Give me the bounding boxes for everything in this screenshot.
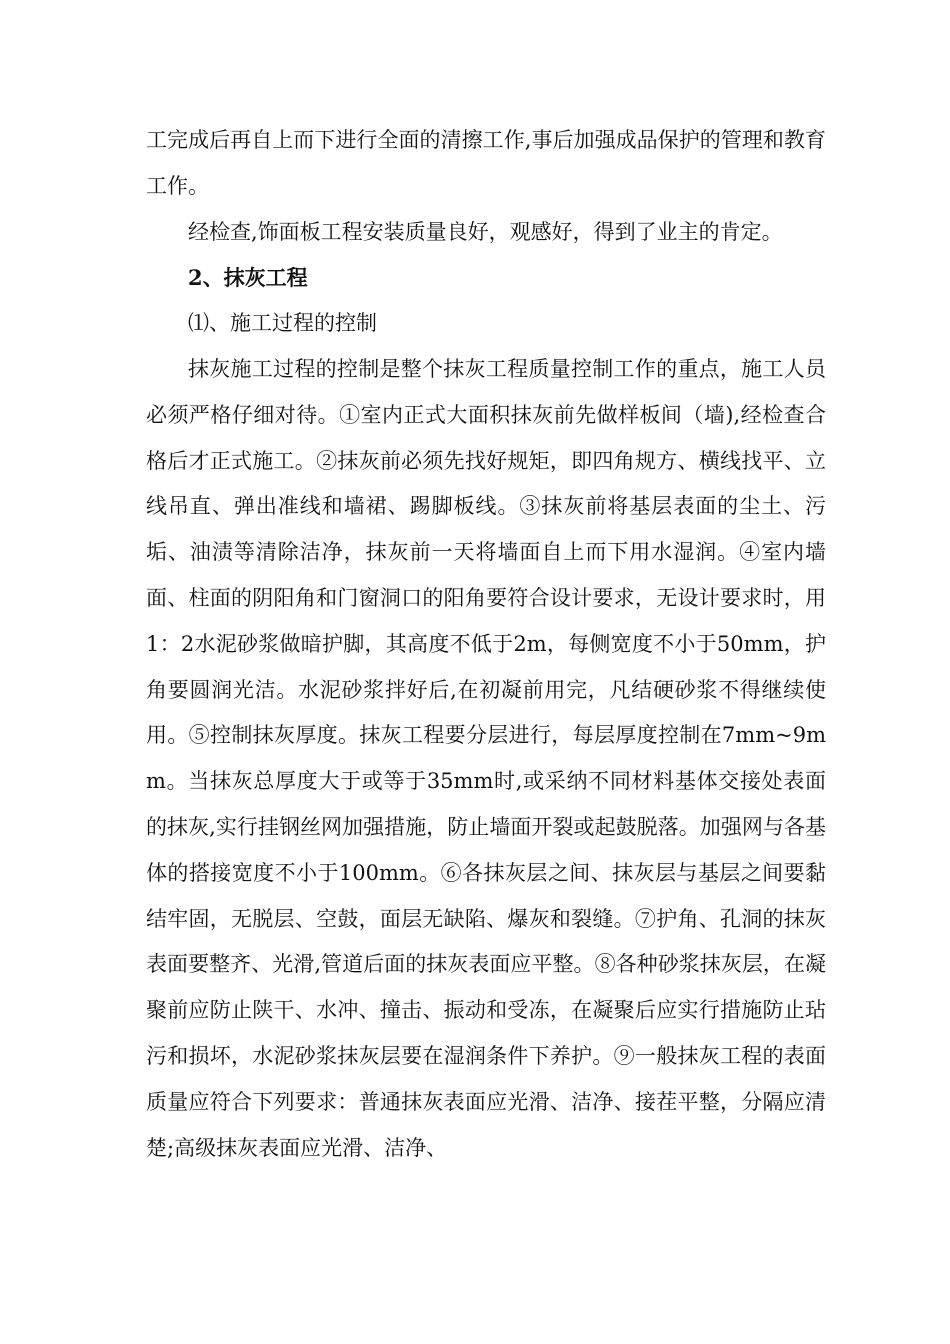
document-body	[146, 118, 826, 1171]
paragraph-continuation: 工完成后再自上而下进行全面的清擦工作,事后加强成品保护的管理和教育工作。	[146, 128, 826, 198]
paragraph-process-control-details: 抹灰施工过程的控制是整个抹灰工程质量控制工作的重点，施工人员必须严格仔细对待。①室内正式大面积抹灰前先做样板间（墙),经检查合格后才正式施工。②抹灰前必须先找好规矩，即四角规方、横线找平、立线吊直、弹出准线和墙裙、踢脚板线。③抹灰前将基层表面的尘土、污垢、油渍等清除洁净，抹灰前一天将墙面自上而下用水湿润。④室内墙面、柱面的阴阳角和门窗洞口的阳角要符合设计要求，无设计要求时，用1：2水泥砂浆做暗护脚，其高度不低于2m，每侧宽度不小于50mm，护角要圆润光洁。水泥砂浆拌好后,在初凝前用完，凡结硬砂浆不得继续使用。⑤控制抹灰厚度。抹灰工程要分层进行，每层厚度控制在7mm~9mm。当抹灰总厚度大于或等于35mm时,或采纳不同材料基体交接处表面的抹灰,实行挂钢丝网加强措施，防止墙面开裂或起鼓脱落。加强网与各基体的搭接宽度不小于100mm。⑥各抹灰层之间、抹灰层与基层之间要黏结牢固，无脱层、空鼓，面层无缺陷、爆灰和裂缝。⑦护角、孔洞的抹灰表面要整齐、光滑,管道后面的抹灰表面应平整。⑧各种砂浆抹灰层，在凝聚前应防止陕干、水冲、撞击、振动和受冻，在凝聚后应实行措施防止玷污和损坏，水泥砂浆抹灰层要在湿润条件下养护。⑨一般抹灰工程的表面质量应符合下列要求：普通抹灰表面应光滑、洁净、接茬平整，分隔应清楚;高级抹灰表面应光滑、洁净、	[146, 356, 826, 1160]
subsection-heading-process-control: ⑴、施工过程的控制	[188, 311, 377, 336]
section-heading-plastering: 2、抹灰工程	[188, 265, 308, 291]
paragraph-inspection-result: 经检查,饰面板工程安装质量良好，观感好，得到了业主的肯定。	[188, 219, 783, 244]
